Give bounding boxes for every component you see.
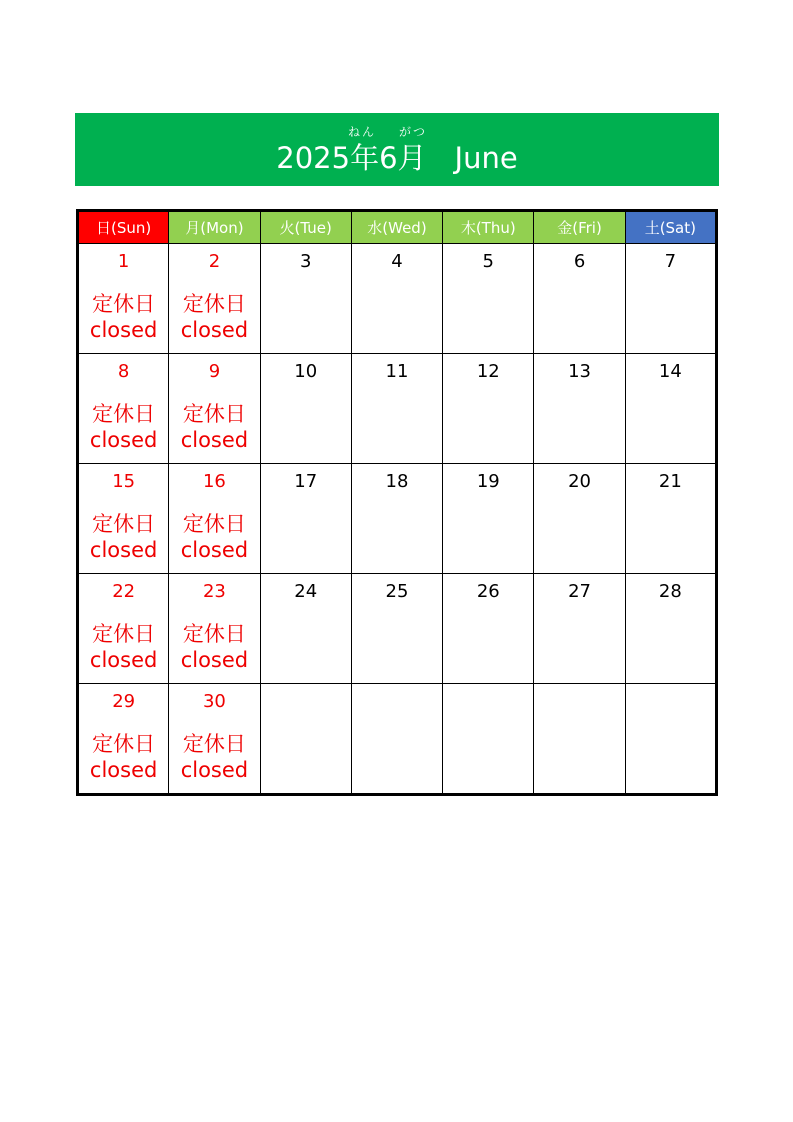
- day-number: 13: [568, 361, 591, 382]
- closed-label-en: closed: [89, 538, 158, 562]
- day-cell: [534, 464, 625, 574]
- day-cell: [625, 574, 716, 684]
- day-number: 7: [664, 251, 677, 272]
- empty-day-cell: [625, 684, 716, 795]
- day-cell: [625, 354, 716, 464]
- weekday-header-fri: 金(Fri): [534, 211, 625, 244]
- day-cell: [169, 464, 260, 574]
- day-number: 9: [208, 361, 221, 382]
- day-number: 14: [658, 361, 682, 382]
- weekday-header-sun: 日(Sun): [78, 211, 169, 244]
- closed-label-ja: 定休日: [92, 292, 156, 316]
- day-number: 15: [112, 471, 136, 492]
- closed-label-ja: 定休日: [182, 402, 246, 426]
- day-cell: [78, 354, 169, 464]
- closed-label-ja: 定休日: [92, 622, 156, 646]
- day-cell: [625, 244, 716, 354]
- weekday-header-thu: 木(Thu): [443, 211, 534, 244]
- closed-label-en: closed: [89, 648, 158, 672]
- weekday-header-sat: 土(Sat): [625, 211, 716, 244]
- empty-day-cell: [443, 684, 534, 795]
- empty-day-cell: [351, 684, 442, 795]
- day-number: 23: [202, 581, 226, 602]
- closed-label-ja: 定休日: [92, 402, 156, 426]
- day-cell: [443, 574, 534, 684]
- closed-label-ja: 定休日: [182, 622, 246, 646]
- closed-label-en: closed: [89, 428, 158, 452]
- day-cell: [260, 574, 351, 684]
- day-cell: [260, 354, 351, 464]
- day-number: 24: [294, 581, 318, 602]
- day-number: 5: [482, 251, 494, 272]
- weekday-header-mon: 月(Mon): [169, 211, 260, 244]
- day-cell: [78, 244, 169, 354]
- day-cell: [443, 464, 534, 574]
- day-cell: [534, 244, 625, 354]
- day-number: 18: [385, 471, 409, 492]
- day-cell: [169, 354, 260, 464]
- empty-day-cell: [260, 684, 351, 795]
- week-row: [78, 574, 717, 684]
- day-number: 16: [202, 471, 226, 492]
- day-cell: [169, 574, 260, 684]
- closed-label-ja: 定休日: [182, 732, 246, 756]
- calendar-title: [75, 140, 719, 176]
- day-cell: [78, 574, 169, 684]
- closed-label-ja: 定休日: [92, 512, 156, 536]
- day-number: 12: [476, 361, 500, 382]
- calendar-title-banner: [75, 113, 719, 186]
- day-number: 20: [568, 471, 591, 492]
- day-number: 11: [385, 361, 409, 382]
- day-cell: [351, 354, 442, 464]
- day-number: 22: [112, 581, 136, 602]
- day-cell: [169, 684, 260, 795]
- closed-label-ja: 定休日: [182, 512, 246, 536]
- day-cell: [534, 574, 625, 684]
- calendar-grid: [76, 209, 718, 796]
- closed-label-en: closed: [180, 758, 249, 782]
- week-row: [78, 684, 717, 795]
- title-year-month: 2025年6月: [276, 141, 427, 175]
- day-number: 27: [568, 581, 591, 602]
- day-number: 28: [658, 581, 682, 602]
- day-cell: [78, 464, 169, 574]
- week-row: [78, 464, 717, 574]
- closed-label-en: closed: [180, 428, 249, 452]
- day-number: 2: [208, 251, 221, 272]
- day-number: 21: [658, 471, 682, 492]
- day-number: 1: [117, 251, 130, 272]
- day-cell: [534, 354, 625, 464]
- closed-label-en: closed: [180, 648, 249, 672]
- day-number: 19: [476, 471, 500, 492]
- closed-label-ja: 定休日: [182, 292, 246, 316]
- weekday-header-wed: 水(Wed): [351, 211, 442, 244]
- ruby-gatsu: がつ: [399, 125, 428, 139]
- day-cell: [260, 464, 351, 574]
- day-cell: [351, 244, 442, 354]
- day-number: 26: [476, 581, 500, 602]
- closed-label-en: closed: [180, 318, 249, 342]
- day-cell: [443, 244, 534, 354]
- week-row: [78, 244, 717, 354]
- day-cell: [260, 244, 351, 354]
- day-cell: [169, 244, 260, 354]
- weekday-header-row: [78, 211, 717, 244]
- day-cell: [443, 354, 534, 464]
- closed-label-en: closed: [89, 318, 158, 342]
- empty-day-cell: [534, 684, 625, 795]
- closed-label-ja: 定休日: [92, 732, 156, 756]
- weekday-header-tue: 火(Tue): [260, 211, 351, 244]
- week-row: [78, 354, 717, 464]
- day-number: 17: [294, 471, 318, 492]
- day-number: 8: [117, 361, 130, 382]
- closed-label-en: closed: [180, 538, 249, 562]
- day-number: 3: [299, 251, 312, 272]
- day-number: 6: [573, 251, 586, 272]
- ruby-nen: ねん: [348, 125, 377, 139]
- day-cell: [351, 464, 442, 574]
- day-number: 25: [385, 581, 409, 602]
- day-cell: [351, 574, 442, 684]
- day-number: 30: [202, 691, 226, 712]
- day-cell: [625, 464, 716, 574]
- title-month-english: June: [454, 141, 518, 175]
- day-number: 10: [294, 361, 318, 382]
- day-number: 29: [112, 691, 136, 712]
- day-cell: [78, 684, 169, 795]
- day-number: 4: [391, 251, 403, 272]
- closed-label-en: closed: [89, 758, 158, 782]
